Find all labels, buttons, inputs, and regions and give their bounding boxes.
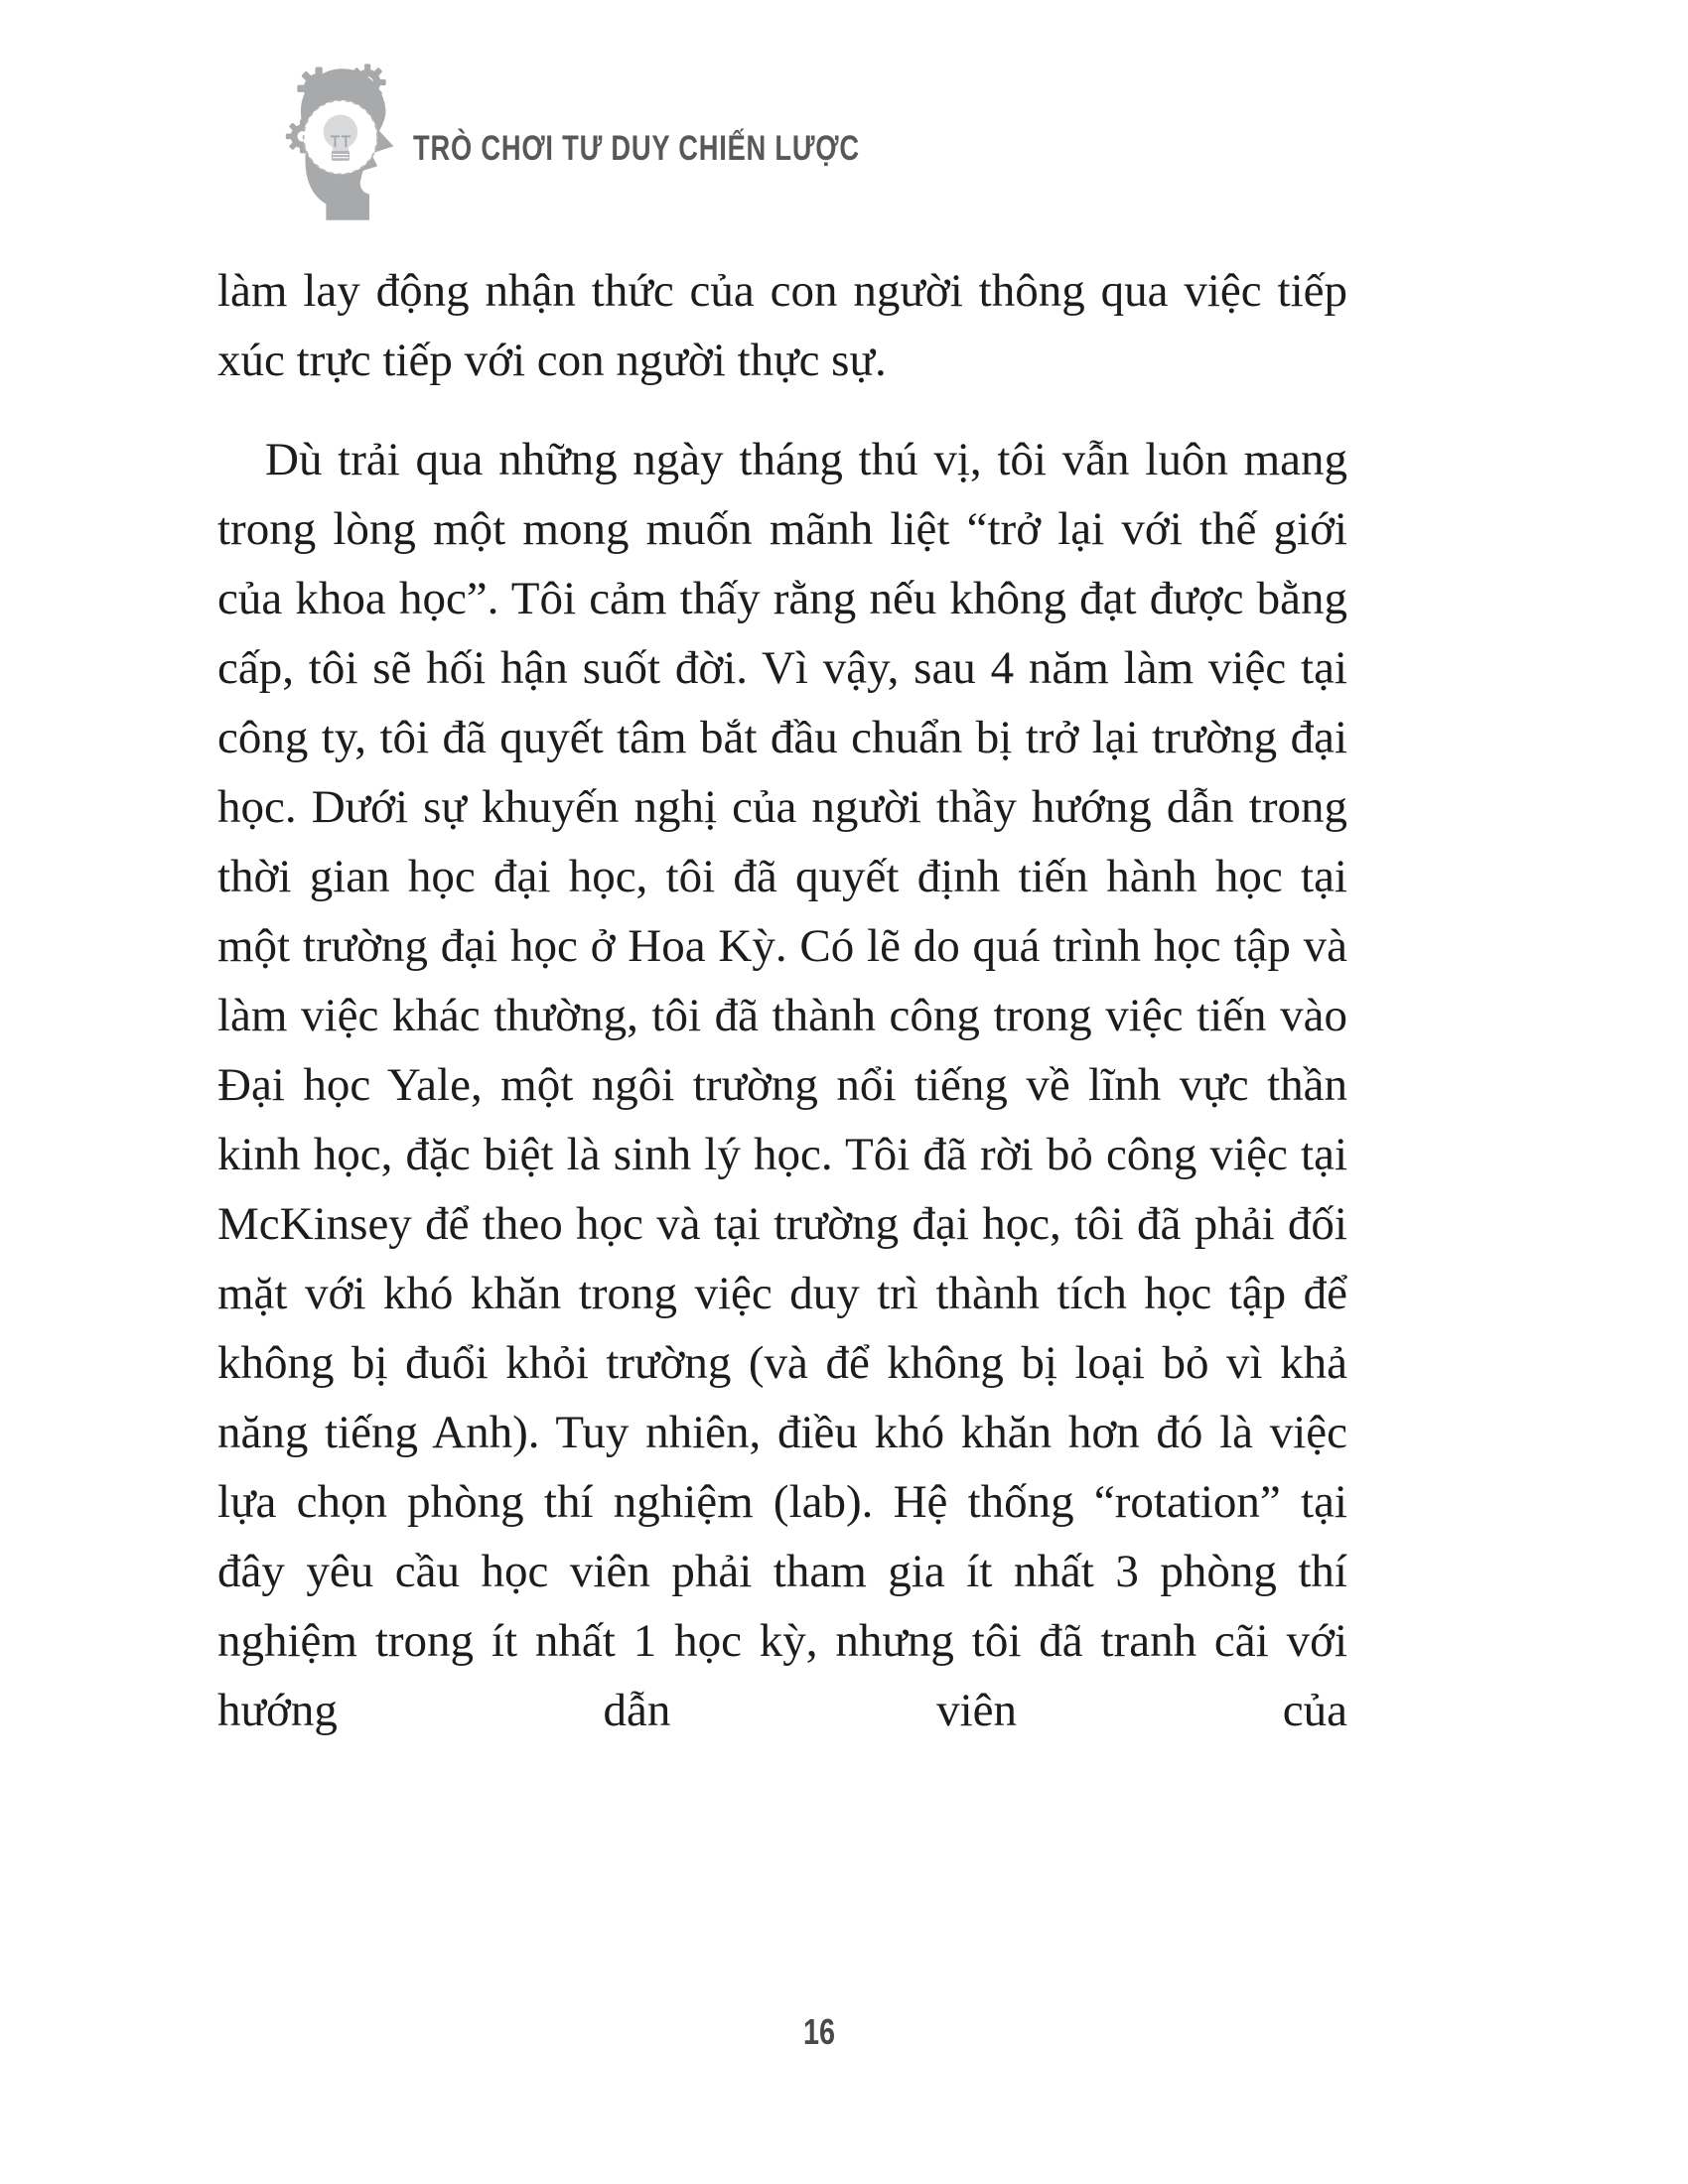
page-body (217, 256, 1347, 1745)
page-footer (0, 2011, 1638, 2053)
brain-gears-lightbulb-logo (281, 54, 398, 226)
paragraph: Dù trải qua những ngày tháng thú vị, tôi vẫn luôn mang trong lòng một mong muốn mãnh liệt “trở lại với thế giới của khoa học”. Tôi cảm thấy rằng nếu không đạt được bằng cấp, tôi sẽ hối hận suốt đời. Vì vậy, sau 4 năm làm việc tại công ty, tôi đã quyết tâm bắt đầu chuẩn bị trở lại trường đại học. Dưới sự khuyến nghị của người thầy hướng dẫn trong thời gian học đại học, tôi đã quyết định tiến hành học tại một trường đại học ở Hoa Kỳ. Có lẽ do quá trình học tập và làm việc khác thường, tôi đã thành công trong việc tiến vào Đại học Yale, một ngôi trường nổi tiếng về lĩnh vực thần kinh học, đặc biệt là sinh lý học. Tôi đã rời bỏ công việc tại McKinsey để theo học và tại trường đại học, tôi đã phải đối mặt với khó khăn trong việc duy trì thành tích học tập để không bị đuổi khỏi trường (và để không bị loại bỏ vì khả năng tiếng Anh). Tuy nhiên, điều khó khăn hơn đó là việc lựa chọn phòng thí nghiệm (lab). Hệ thống “rotation” tại đây yêu cầu học viên phải tham gia ít nhất 3 phòng thí nghiệm trong ít nhất 1 học kỳ, nhưng tôi đã tranh cãi với hướng dẫn viên của (217, 434, 1347, 1736)
book-title: TRÒ CHƠI TƯ DUY CHIẾN LƯỢC (413, 129, 860, 168)
page-number: 16 (802, 2011, 836, 2052)
paragraph: làm lay động nhận thức của con người thông qua việc tiếp xúc trực tiếp với con người thực sự. (217, 265, 1347, 386)
logo-graphic (281, 54, 398, 226)
lightbulb-icon (304, 100, 377, 174)
